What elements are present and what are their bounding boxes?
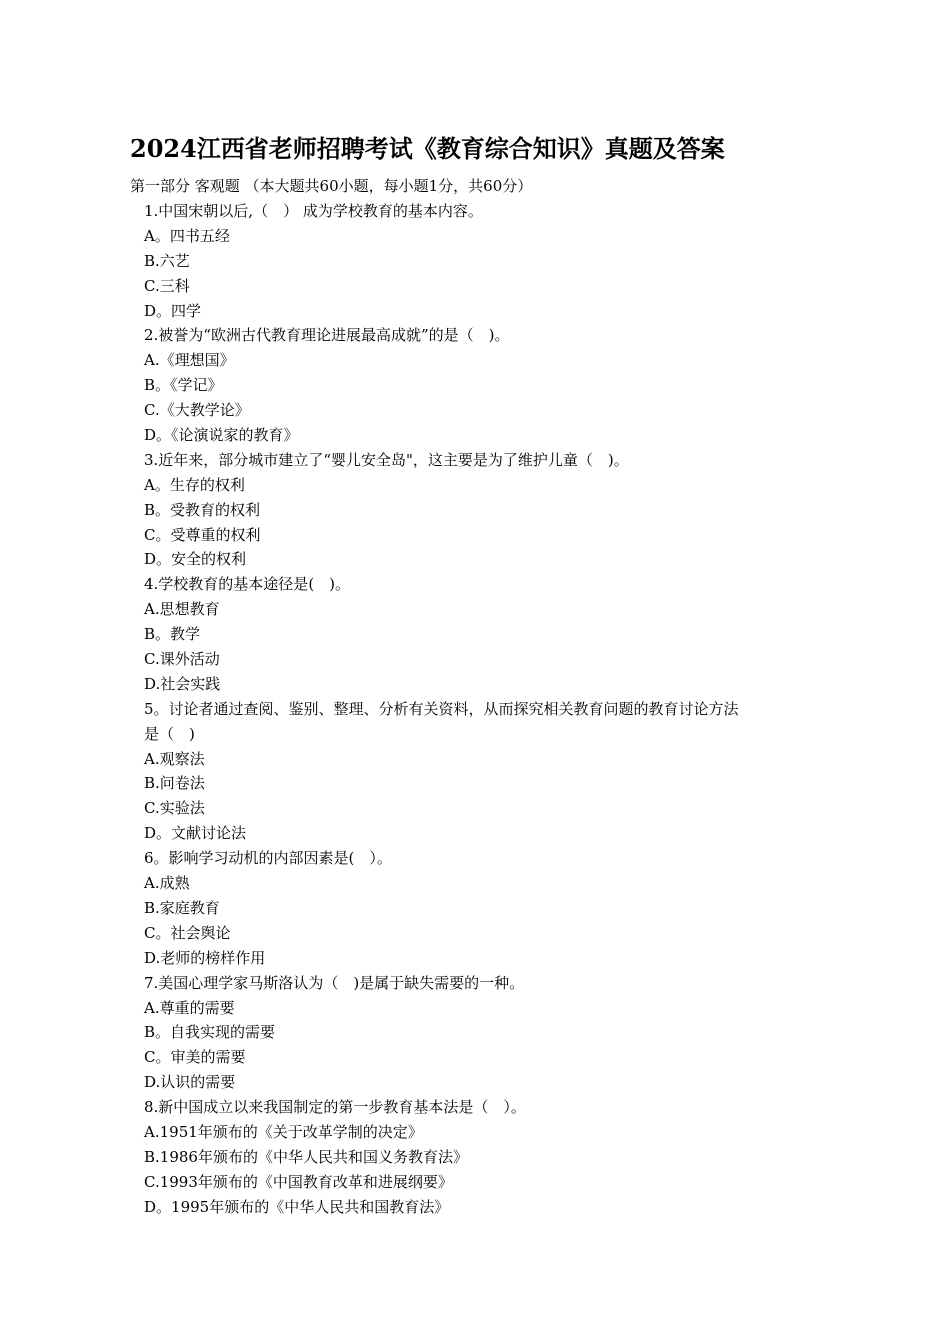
option-line: B.1986年颁布的《中华人民共和国义务教育法》 — [144, 1147, 468, 1166]
question-line: 5。讨论者通过查阅、鉴别、整理、分析有关资料，从而探究相关教育问题的教育讨论方法 — [144, 699, 739, 718]
question-line: 7.美国心理学家马斯洛认为（ )是属于缺失需要的一种。 — [144, 973, 525, 992]
option-line: C。社会舆论 — [144, 923, 231, 942]
question-list — [144, 199, 824, 1220]
option-line: A.思想教育 — [144, 600, 220, 619]
question-line: 1.中国宋朝以后,（ ） 成为学校教育的基本内容。 — [144, 202, 483, 220]
option-line: A.尊重的需要 — [144, 998, 235, 1017]
section-heading: 第一部分 客观题 （本大题共60小题，每小题1分，共60分） — [130, 177, 533, 195]
option-line: B.问卷法 — [144, 774, 205, 793]
option-line: B.家庭教育 — [144, 898, 220, 917]
question-line: 2.被誉为“欧洲古代教育理论进展最高成就”的是（ )。 — [144, 326, 510, 345]
question-line: 6。影响学习动机的内部因素是( ）。 — [144, 849, 392, 868]
option-line: C.《大教学论》 — [144, 401, 250, 420]
option-line: D.老师的榜样作用 — [144, 948, 266, 967]
option-line: A.《理想国》 — [144, 351, 235, 370]
option-line: A.观察法 — [144, 749, 205, 768]
option-line: D。《论演说家的教育》 — [144, 426, 299, 445]
option-line: C.课外活动 — [144, 650, 220, 669]
option-line: D。1995年颁布的《中华人民共和国教育法》 — [144, 1197, 450, 1216]
document-title: 2024江西省老师招聘考试《教育综合知识》真题及答案 — [130, 134, 725, 163]
option-line: B。教学 — [144, 625, 201, 644]
option-line: D。文献讨论法 — [144, 824, 247, 843]
option-line: D。安全的权利 — [144, 550, 247, 569]
option-line: B。自我实现的需要 — [144, 1023, 276, 1042]
option-line: B。《学记》 — [144, 376, 223, 395]
question-line: 是（ ) — [144, 724, 195, 743]
option-line: A.1951年颁布的《关于改革学制的决定》 — [144, 1122, 423, 1141]
option-line: B.六艺 — [144, 251, 190, 270]
option-line: A。生存的权利 — [144, 475, 245, 494]
option-line: D.社会实践 — [144, 674, 221, 693]
option-line: A。四书五经 — [144, 226, 230, 245]
option-line: C.实验法 — [144, 799, 205, 818]
question-line: 4.学校教育的基本途径是( )。 — [144, 575, 351, 594]
question-line: 3.近年来，部分城市建立了“婴儿安全岛"，这主要是为了维护儿童（ )。 — [144, 450, 629, 469]
option-line: B。受教育的权利 — [144, 500, 261, 519]
question-line: 8.新中国成立以来我国制定的第一步教育基本法是（ ）。 — [144, 1098, 526, 1117]
option-line: A.成熟 — [144, 874, 190, 893]
option-line: D.认识的需要 — [144, 1073, 236, 1092]
option-line: C.三科 — [144, 276, 190, 295]
option-line: C.1993年颁布的《中国教育改革和进展纲要》 — [144, 1172, 453, 1191]
option-line: D。四学 — [144, 301, 202, 320]
option-line: C。受尊重的权利 — [144, 525, 261, 544]
option-line: C。审美的需要 — [144, 1048, 246, 1067]
